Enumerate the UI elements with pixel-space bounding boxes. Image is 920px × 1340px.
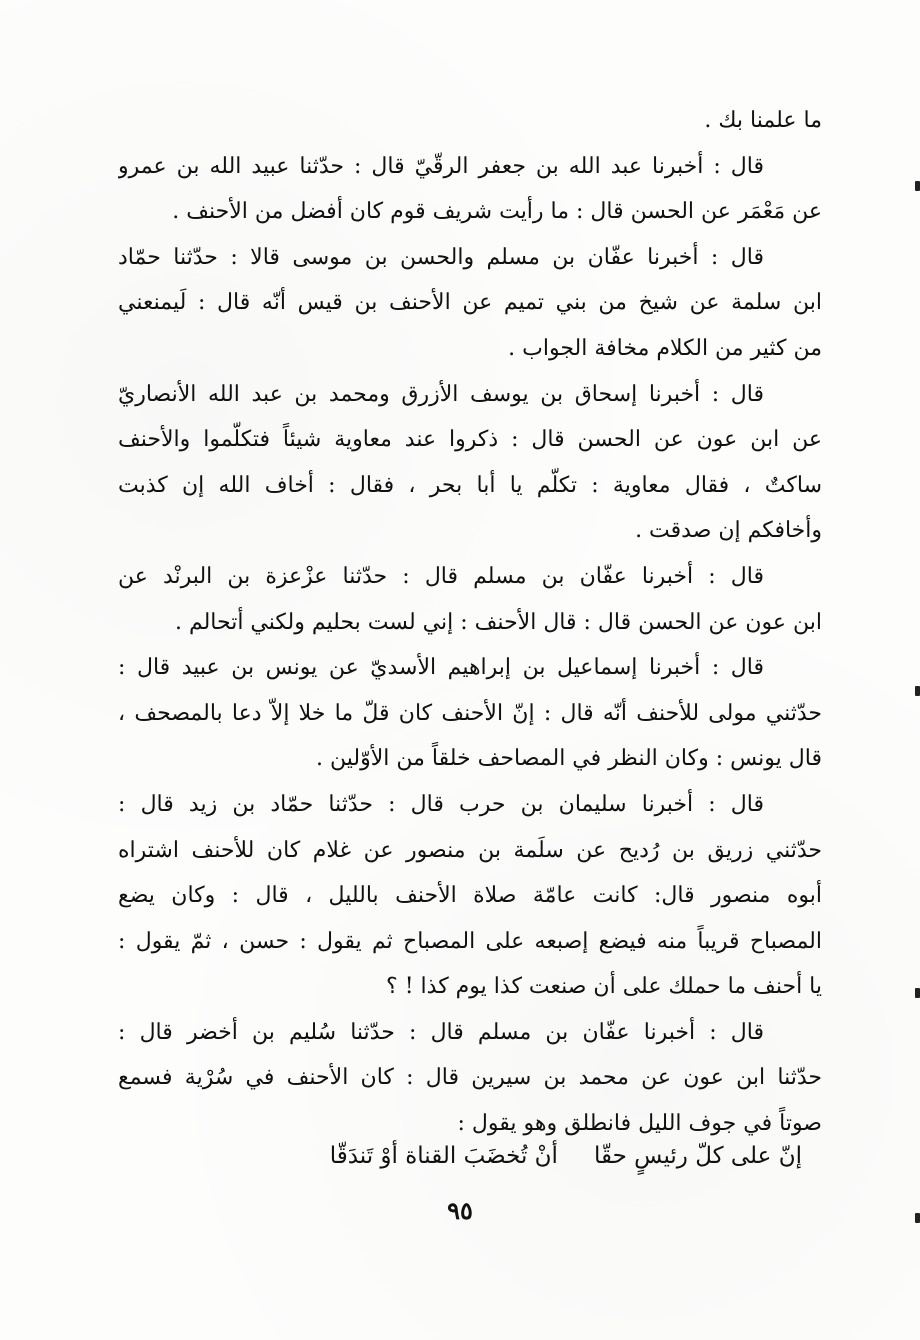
paragraph-first-line: قال : أخبرنا إسماعيل بن إبراهيم الأسديّ عن يونس بن عبيد قال : (118, 655, 764, 681)
verse (118, 1128, 822, 1184)
paragraph-first-line: قال : أخبرنا عفّان بن مسلم قال : حدّثنا سُليم بن أخضر قال : (118, 1019, 764, 1045)
paragraph-first-line: قال : أخبرنا سليمان بن حرب قال : حدّثنا حمّاد بن زيد قال : (118, 791, 764, 817)
verse-second-hemistich: أنْ تُخضَبَ القناة أوْ تَندَقّا (329, 1143, 558, 1169)
text-line: صوتاً في جوف الليل فانطلق وهو يقول : (457, 1111, 822, 1137)
text-line: قال يونس : وكان النظر في المصاحف خلقاً من الأوّلين . (316, 746, 822, 772)
text-line: حدّثني زريق بن رُديح عن سلَمة بن منصور عن غلام كان للأحنف اشتراه (118, 837, 822, 863)
text-line: عن مَعْمَر عن الحسن قال : ما رأيت شريف قوم كان أفضل من الأحنف . (172, 199, 822, 225)
body-text (118, 98, 822, 1147)
text-line: حدّثنا ابن عون عن محمد بن سيرين قال : كان الأحنف في سُرْية فسمع (118, 1065, 822, 1091)
text-line: يا أحنف ما حملك على أن صنعت كذا يوم كذا ! ؟ (386, 974, 822, 1000)
text-line: ابن سلمة عن شيخ من بني تميم عن الأحنف بن قيس أنّه قال : لَيمنعني (118, 290, 822, 316)
text-line: ما علمنا بك . (704, 108, 822, 133)
page-number: ٩٥ (447, 1196, 473, 1225)
margin-mark (915, 1213, 920, 1223)
paragraph-first-line: قال : أخبرنا عبد الله بن جعفر الرقّيّ قال : حدّثنا عبيد الله بن عمرو (118, 153, 764, 179)
text-line: عن ابن عون عن الحسن قال : ذكروا عند معاوية شيئاً فتكلّموا والأحنف (118, 427, 822, 453)
paragraph-first-line: قال : أخبرنا إسحاق بن يوسف الأزرق ومحمد بن عبد الله الأنصاريّ (118, 381, 764, 407)
margin-mark (915, 181, 920, 191)
verse-line (118, 1128, 822, 1184)
paragraph-first-line: قال : أخبرنا عفّان بن مسلم قال : حدّثنا عزْعزة بن البرنْد عن (118, 563, 764, 589)
text-line: المصباح قريباً منه فيضع إصبعه على المصباح ثم يقول : حسن ، ثمّ يقول : (118, 928, 822, 954)
text-line: ساكتٌ ، فقال معاوية : تكلّم يا أبا بحر ، فقال : أخاف الله إن كذبت (118, 472, 822, 498)
verse-first-hemistich: إنّ على كلّ رئيسٍ حقّا (593, 1143, 802, 1169)
margin-mark (915, 686, 920, 696)
text-line: حدّثني مولى للأحنف أنّه قال : إنّ الأحنف كان قلّ ما خلا إلاّ دعا بالمصحف ، (118, 700, 822, 726)
margin-mark (915, 988, 920, 998)
paragraph-first-line: قال : أخبرنا عفّان بن مسلم والحسن بن موسى قالا : حدّثنا حمّاد (118, 244, 764, 270)
text-line: وأخافكم إن صدقت . (635, 518, 822, 544)
text-line: ابن عون عن الحسن قال : قال الأحنف : إني لست بحليم ولكني أتحالم . (174, 609, 822, 635)
text-line: أبوه منصور قال: كانت عامّة صلاة الأحنف بالليل ، قال : وكان يضع (118, 883, 822, 909)
text-line: من كثير من الكلام مخافة الجواب . (508, 335, 822, 361)
